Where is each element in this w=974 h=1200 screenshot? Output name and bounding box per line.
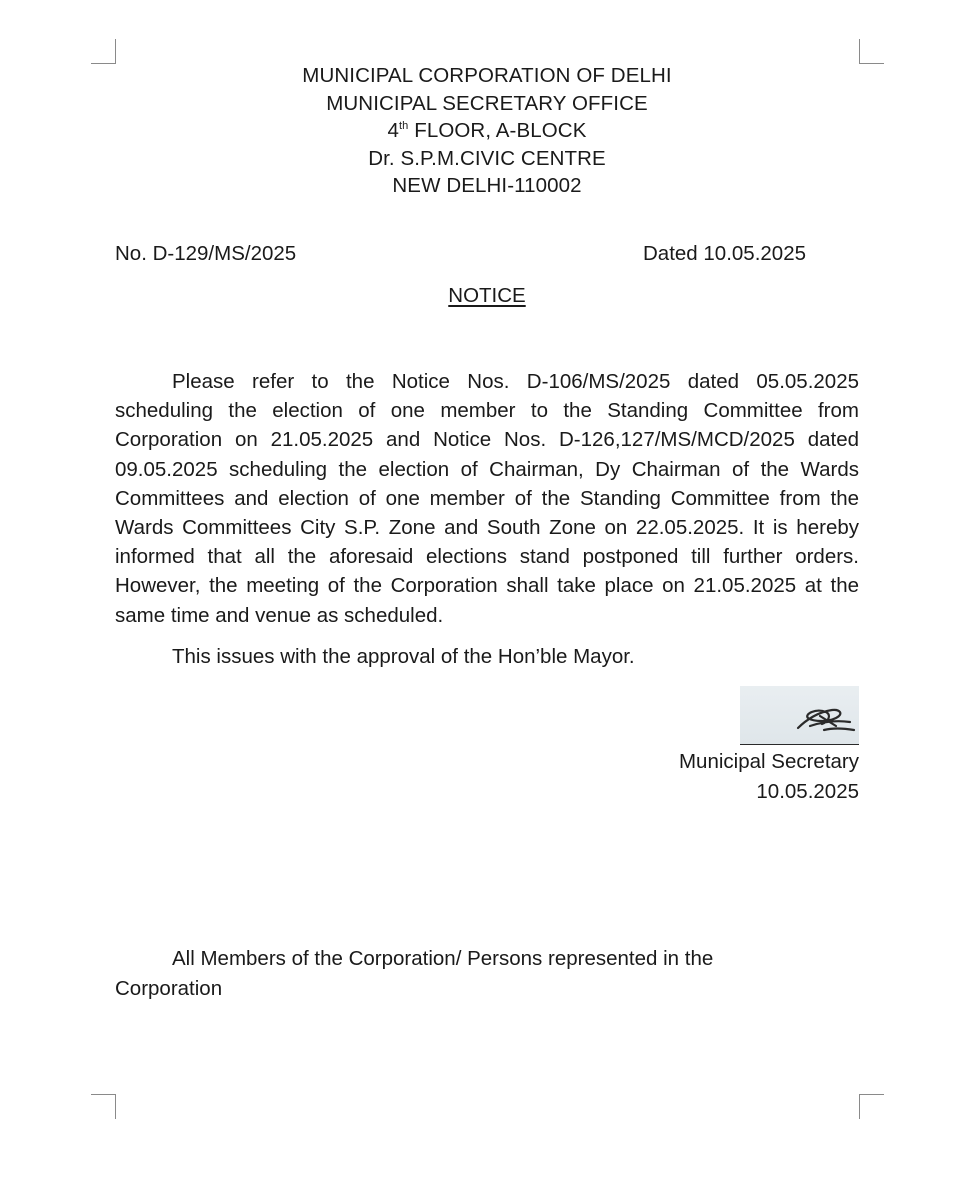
signatory-designation: Municipal Secretary [678,750,859,773]
office-name: MUNICIPAL SECRETARY OFFICE [326,91,648,115]
building-name: Dr. S.P.M.CIVIC CENTRE [368,146,606,170]
signature-image [740,686,859,745]
reference-row [115,242,806,266]
notice-body: Please refer to the Notice Nos. D-106/MS/2025 dated 05.05.2025 scheduling the election of one member to the Standing Committee from Corporation on 21.05.2025 and Notice Nos. D-126,127/MS/MCD/2025 dated 09.05.2025 scheduling the election of Chairman, Dy Chairman of the Wards Committees and election of one member of the Standing Committee from the Wards Committees City S.P. Zone and South Zone on 22.05.2025. It is hereby informed that all the aforesaid elections stand postponed till further orders. However, the meeting of the Corporation shall take place on 21.05.2025 at the same time and venue as scheduled. [115,370,859,627]
notice-title: NOTICE [448,284,526,307]
crop-mark-bottom-left [91,1094,116,1119]
letterhead [0,62,974,200]
floor-block: FLOOR, A-BLOCK [408,119,587,142]
approval-statement: This issues with the approval of the Hon’ble Mayor. [172,645,635,668]
signature-scribble [740,686,859,744]
addressee-line-1: All Members of the Corporation/ Persons represented in the [172,947,714,970]
reference-date: Dated 10.05.2025 [643,242,806,265]
signatory-block [679,747,859,806]
floor-number: 4 [387,119,400,142]
city-pin: NEW DELHI-110002 [392,174,582,197]
crop-mark-bottom-right [859,1094,884,1119]
floor-address [0,117,974,145]
addressee-block [115,944,859,1004]
signatory-date: 10.05.2025 [756,779,859,803]
floor-superscript: th [399,120,409,132]
crop-mark-top-right [859,39,884,64]
crop-mark-top-left [91,39,116,64]
org-name: MUNICIPAL CORPORATION OF DELHI [302,64,672,87]
addressee-line-2: Corporation [115,977,223,1000]
reference-number: No. D-129/MS/2025 [115,242,297,265]
